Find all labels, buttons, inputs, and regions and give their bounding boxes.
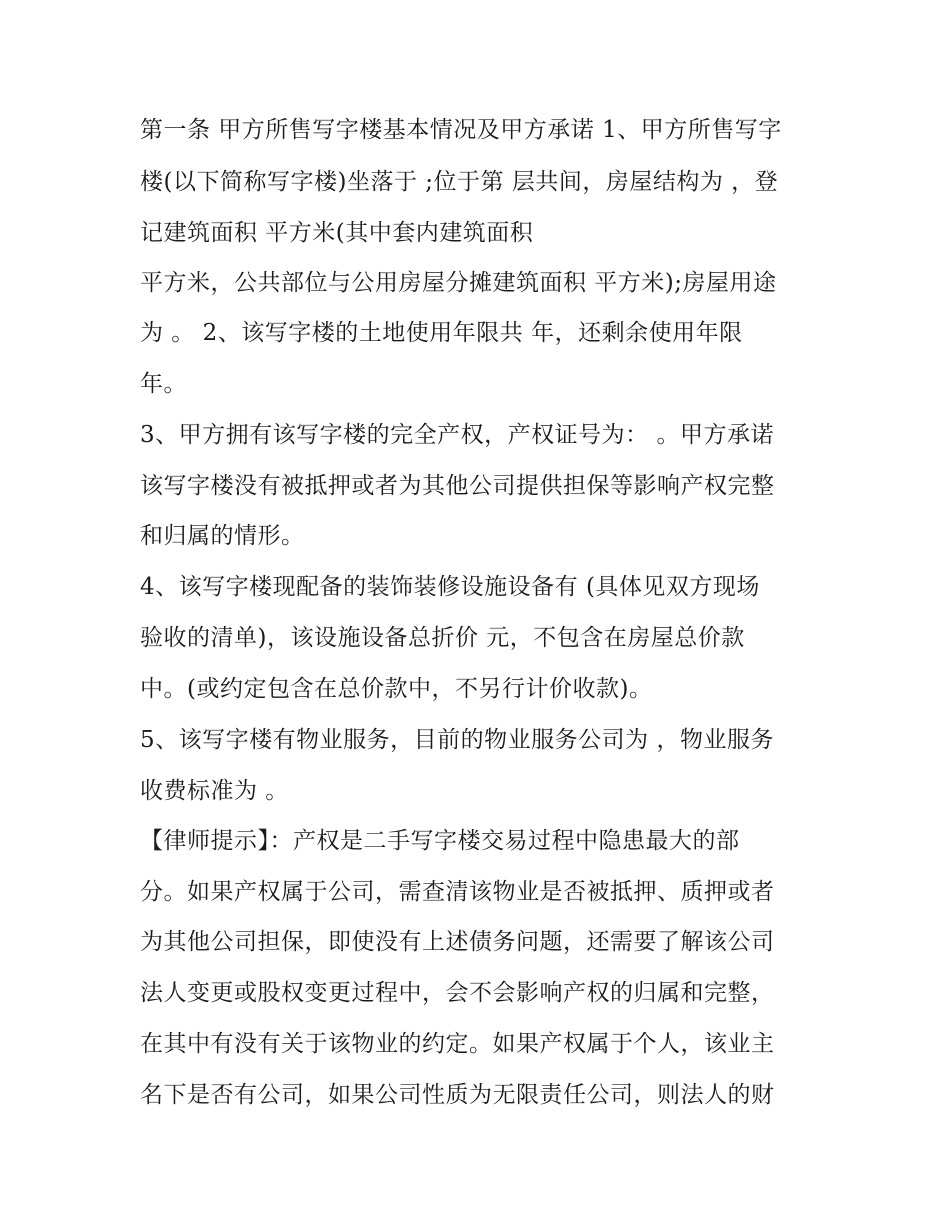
text-line: 年。 [140,371,187,397]
text-line: 验收的清单)，该设施设备总折价 元，不包含在房屋总价款 [140,625,745,651]
text-line: 中。(或约定包含在总价款中，不另行计价收款)。 [140,676,653,702]
text-line: 该写字楼没有被抵押或者为其他公司提供担保等影响产权完整 [140,473,775,499]
text-line: 为其他公司担保，即使没有上述债务问题，还需要了解该公司 [140,929,775,955]
text-line: 4、该写字楼现配备的装饰装修设施设备有 (具体见双方现场 [140,574,760,600]
text-line: 第一条 甲方所售写字楼基本情况及甲方承诺 1、甲方所售写字 [140,117,782,143]
text-line: 为 。 2、该写字楼的土地使用年限共 年，还剩余使用年限 [140,320,743,346]
text-line: 【律师提示】：产权是二手写字楼交易过程中隐患最大的部 [140,828,740,854]
text-line: 记建筑面积 平方米(其中套内建筑面积 [140,220,534,246]
text-line: 名下是否有公司，如果公司性质为无限责任公司，则法人的财 [140,1082,775,1108]
text-line: 和归属的情形。 [140,523,305,549]
text-line: 楼(以下简称写字楼)坐落于 ;位于第 层共间，房屋结构为 ，登 [140,169,779,195]
text-line: 平方米，公共部位与公用房屋分摊建筑面积 平方米);房屋用途 [140,270,777,296]
text-line: 3、甲方拥有该写字楼的完全产权，产权证号为： 。甲方承诺 [140,422,774,448]
text-line: 在其中有没有关于该物业的约定。如果产权属于个人，该业主 [140,1031,775,1057]
text-line: 法人变更或股权变更过程中，会不会影响产权的归属和完整， [140,980,775,1006]
text-line: 5、该写字楼有物业服务，目前的物业服务公司为 ，物业服务 [140,727,774,753]
text-line: 收费标准为 。 [140,778,289,804]
text-line: 分。如果产权属于公司，需查清该物业是否被抵押、质押或者 [140,879,775,905]
